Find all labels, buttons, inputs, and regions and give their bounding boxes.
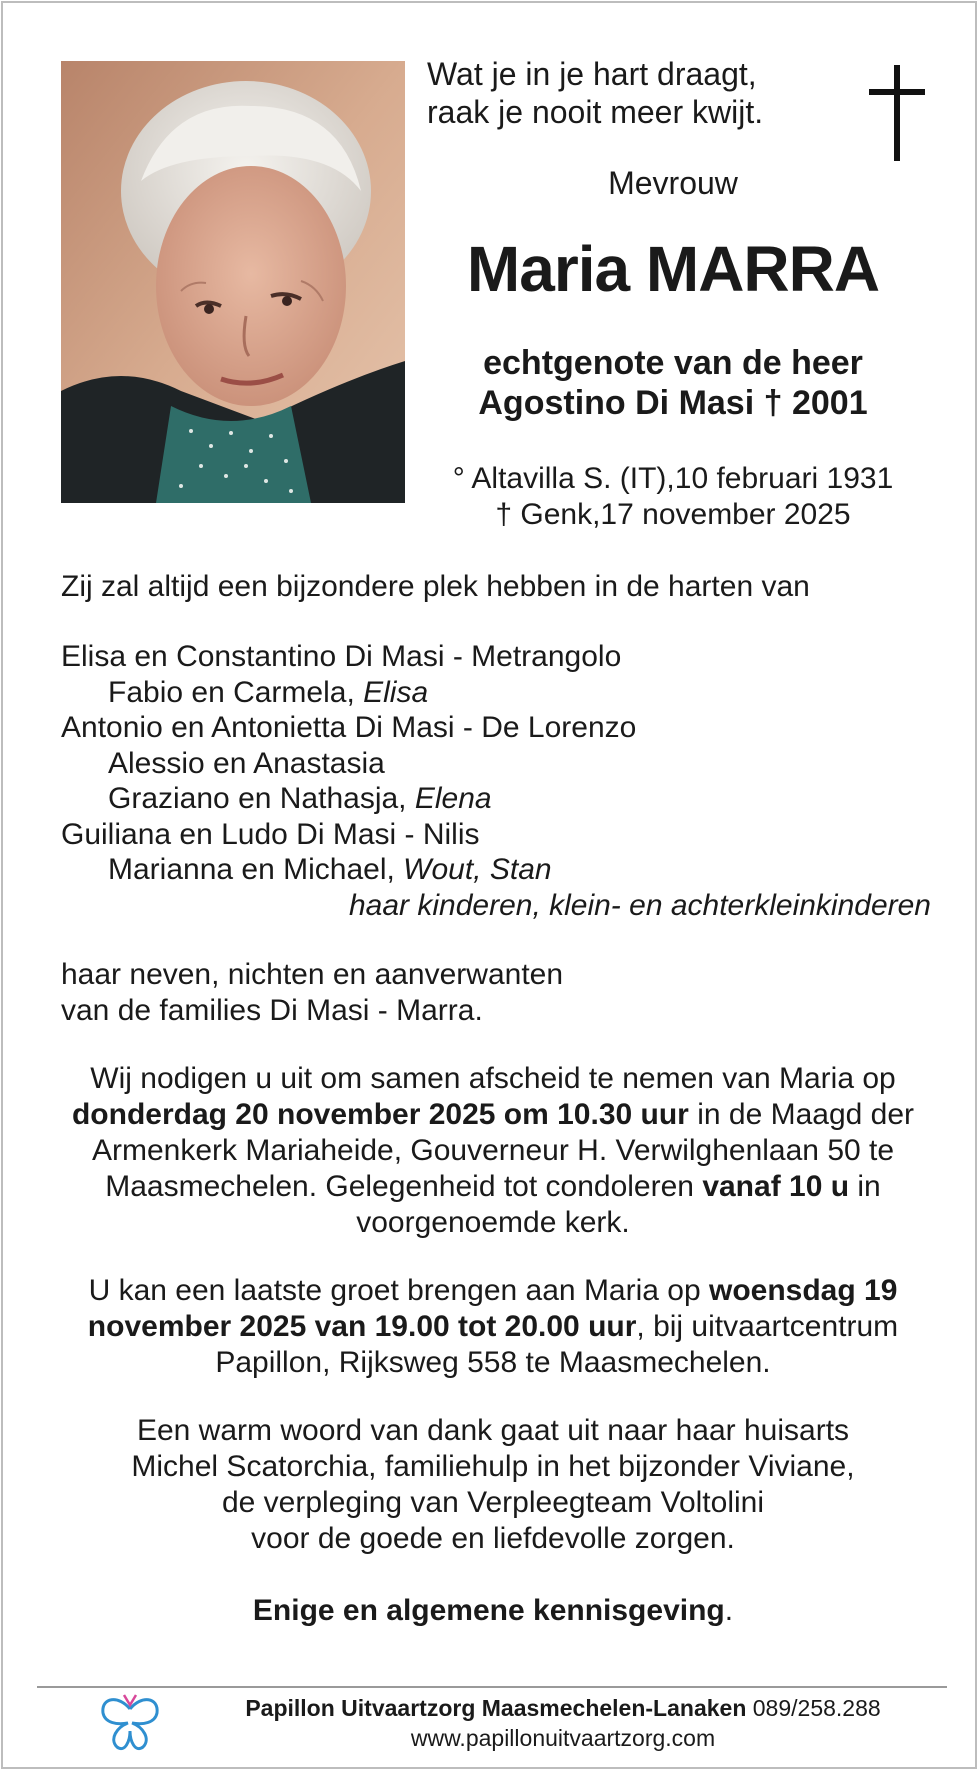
family-row: Antonio en Antonietta Di Masi - De Lorenzo (61, 711, 637, 744)
thanks-line-3: de verpleging van Verpleegteam Voltolini (221, 1486, 765, 1519)
birth-date: ° Altavilla S. (IT),10 februari 1931 (452, 462, 894, 495)
relatives-block (61, 957, 563, 1029)
thanks-message (53, 1413, 933, 1557)
great-grandchild-names: Elena (414, 782, 492, 815)
death-date: † Genk,17 november 2025 (495, 498, 851, 531)
deceased-name: Maria MARRA (466, 233, 880, 305)
thanks-line-2: Michel Scatorchia, familiehulp in het bijzonder Viviane, (131, 1450, 855, 1483)
company-name: Papillon Uitvaartzorg Maasmechelen-Lanaken (245, 1695, 747, 1721)
notice-period: . (724, 1594, 734, 1627)
funeral-text-end: in voorgenoemde kerk. (356, 1170, 881, 1239)
great-grandchild-names: Elisa (363, 675, 429, 709)
notice-line (53, 1593, 933, 1629)
family-names: Graziano en Nathasja, (108, 782, 415, 815)
quote-line-1: Wat je in je hart draagt, (427, 56, 757, 92)
family-row (61, 852, 931, 888)
family-intro: Zij zal altijd een bijzondere plek hebben in de harten van (61, 570, 810, 603)
notice-text: Enige en algemene kennisgeving (252, 1594, 725, 1627)
thanks-line-4: voor de goede en liefdevolle zorgen. (251, 1522, 735, 1555)
family-row (61, 675, 931, 711)
life-dates (433, 461, 913, 533)
family-list (61, 639, 931, 923)
obituary-card (1, 1, 977, 1769)
viewing-location: , bij uitvaartcentrum Papillon, Rijksweg 558 te Maasmechelen. (215, 1310, 899, 1379)
spouse-info (433, 343, 913, 423)
spouse-line-1: echtgenote van de heer (483, 344, 863, 382)
family-names: Marianna en Michael, (108, 853, 404, 886)
family-summary-text: haar kinderen, klein- en achterkleinkinderen (348, 888, 931, 922)
viewing-date: woensdag 19 november 2025 van 19.00 tot 20.00 uur (87, 1274, 898, 1343)
family-row: Guiliana en Ludo Di Masi - Nilis (61, 817, 480, 851)
opening-quote (427, 55, 787, 131)
honorific: Mevrouw (608, 165, 738, 201)
footer-divider (37, 1686, 947, 1688)
latin-cross-icon (867, 63, 927, 163)
quote-line-2: raak je nooit meer kwijt. (427, 94, 764, 130)
company-phone: 089/258.288 (746, 1695, 881, 1721)
funeral-location: in de Maagd der Armenkerk Mariaheide, Gouverneur H. Verwilghenlaan 50 te Maasmechelen. Gelegenheid tot condoleren (91, 1098, 915, 1203)
spouse-line-2: Agostino Di Masi † 2001 (478, 384, 868, 422)
family-summary (61, 888, 931, 924)
company-website[interactable]: www.papillonuitvaartzorg.com (410, 1725, 716, 1751)
family-row: Alessio en Anastasia (108, 746, 385, 780)
thanks-line-1: Een warm woord van dank gaat uit naar haar huisarts (136, 1414, 850, 1447)
funeral-date: donderdag 20 november 2025 om 10.30 uur (71, 1098, 689, 1131)
family-row: Elisa en Constantino Di Masi - Metrangolo (61, 640, 622, 673)
condolence-time: vanaf 10 u (702, 1170, 850, 1203)
funeral-text: Wij nodigen u uit om samen afscheid te nemen van Maria op (90, 1062, 896, 1095)
family-names: Fabio en Carmela, (108, 675, 364, 709)
viewing-info (53, 1273, 933, 1381)
viewing-text: U kan een laatste groet brengen aan Maria op (88, 1274, 709, 1307)
butterfly-icon (97, 1689, 163, 1755)
family-row (61, 781, 931, 817)
relatives-line-2: van de families Di Masi - Marra. (61, 994, 483, 1027)
relatives-line-1: haar neven, nichten en aanverwanten (61, 958, 564, 991)
funeral-home-footer (183, 1693, 943, 1753)
funeral-invitation (53, 1061, 933, 1241)
great-grandchild-names: Wout, Stan (403, 853, 552, 886)
portrait-photo (61, 61, 405, 503)
footer-company-line (183, 1693, 943, 1723)
